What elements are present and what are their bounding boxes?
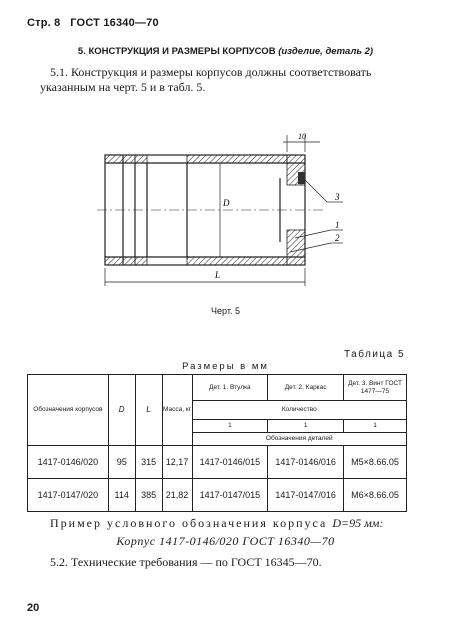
cell-mass: 12,17	[162, 446, 192, 479]
quantity-det2: 1	[268, 420, 344, 433]
col-header-part-designations: Обозначения деталей	[192, 433, 406, 446]
col-header-l: L	[135, 375, 162, 446]
paragraph-5-1-line1: 5.1. Конструкция и размеры корпусов должны соответствовать	[50, 65, 372, 79]
cell-det1: 1417-0146/015	[192, 446, 268, 479]
callout-3: 3	[335, 192, 340, 202]
cell-designation: 1417-0146/020	[28, 446, 109, 479]
cell-det3: M6×8.66.05	[344, 479, 407, 512]
dimensions-table	[27, 374, 407, 512]
technical-drawing	[95, 130, 355, 300]
cell-l: 385	[135, 479, 162, 512]
section-title-note: (изделие, деталь 2)	[278, 46, 374, 57]
cell-d: 114	[108, 479, 135, 512]
cell-mass: 21,82	[162, 479, 192, 512]
page-number: 20	[27, 602, 40, 614]
table-label: Таблица 5	[344, 349, 406, 360]
paragraph-5-1-line2: указанным на черт. 5 и в табл. 5.	[40, 80, 206, 94]
table-row	[28, 446, 407, 479]
col-header-det2: Дет. 2. Каркас	[268, 375, 344, 401]
figure-caption: Черт. 5	[211, 306, 240, 316]
col-header-mass: Масса, кг	[162, 375, 192, 446]
paragraph-5-2: 5.2. Технические требования — по ГОСТ 16345—70.	[50, 555, 322, 569]
dimension-d-label: D	[223, 198, 230, 208]
dimension-10-label: 10	[298, 132, 306, 141]
page-label: Стр. 8	[27, 17, 61, 29]
cell-det2: 1417-0147/016	[268, 479, 344, 512]
col-header-quantity: Количество	[192, 401, 406, 420]
section-title-text: 5. КОНСТРУКЦИЯ И РАЗМЕРЫ КОРПУСОВ	[77, 46, 276, 57]
standard-code: ГОСТ 16340—70	[70, 17, 159, 29]
col-header-det1: Дет. 1. Втулка	[192, 375, 268, 401]
cell-designation: 1417-0147/020	[28, 479, 109, 512]
col-header-det3: Дет. 3. Винт ГОСТ 1477—75	[344, 375, 407, 401]
callout-2: 2	[335, 233, 340, 243]
table-subtitle: Размеры в мм	[182, 361, 269, 372]
cell-l: 315	[135, 446, 162, 479]
col-header-designation: Обозначения корпусов	[28, 375, 109, 446]
cell-det3: M5×8.66.05	[344, 446, 407, 479]
cell-d: 95	[108, 446, 135, 479]
dimension-l-label: L	[215, 270, 221, 280]
section-title	[0, 46, 451, 57]
page-header	[27, 17, 159, 29]
example-value: D=95 мм:	[332, 516, 384, 530]
quantity-det3: 1	[344, 420, 407, 433]
table-row	[28, 479, 407, 512]
example-heading	[50, 516, 383, 531]
example-text: Пример условного обозначения корпуса	[50, 516, 328, 530]
quantity-det1: 1	[192, 420, 268, 433]
screw-detail	[298, 172, 305, 184]
example-designation: Корпус 1417-0146/020 ГОСТ 16340—70	[116, 534, 335, 548]
cell-det2: 1417-0146/016	[268, 446, 344, 479]
cell-det1: 1417-0147/015	[192, 479, 268, 512]
col-header-d: D	[108, 375, 135, 446]
callout-1: 1	[335, 220, 340, 230]
